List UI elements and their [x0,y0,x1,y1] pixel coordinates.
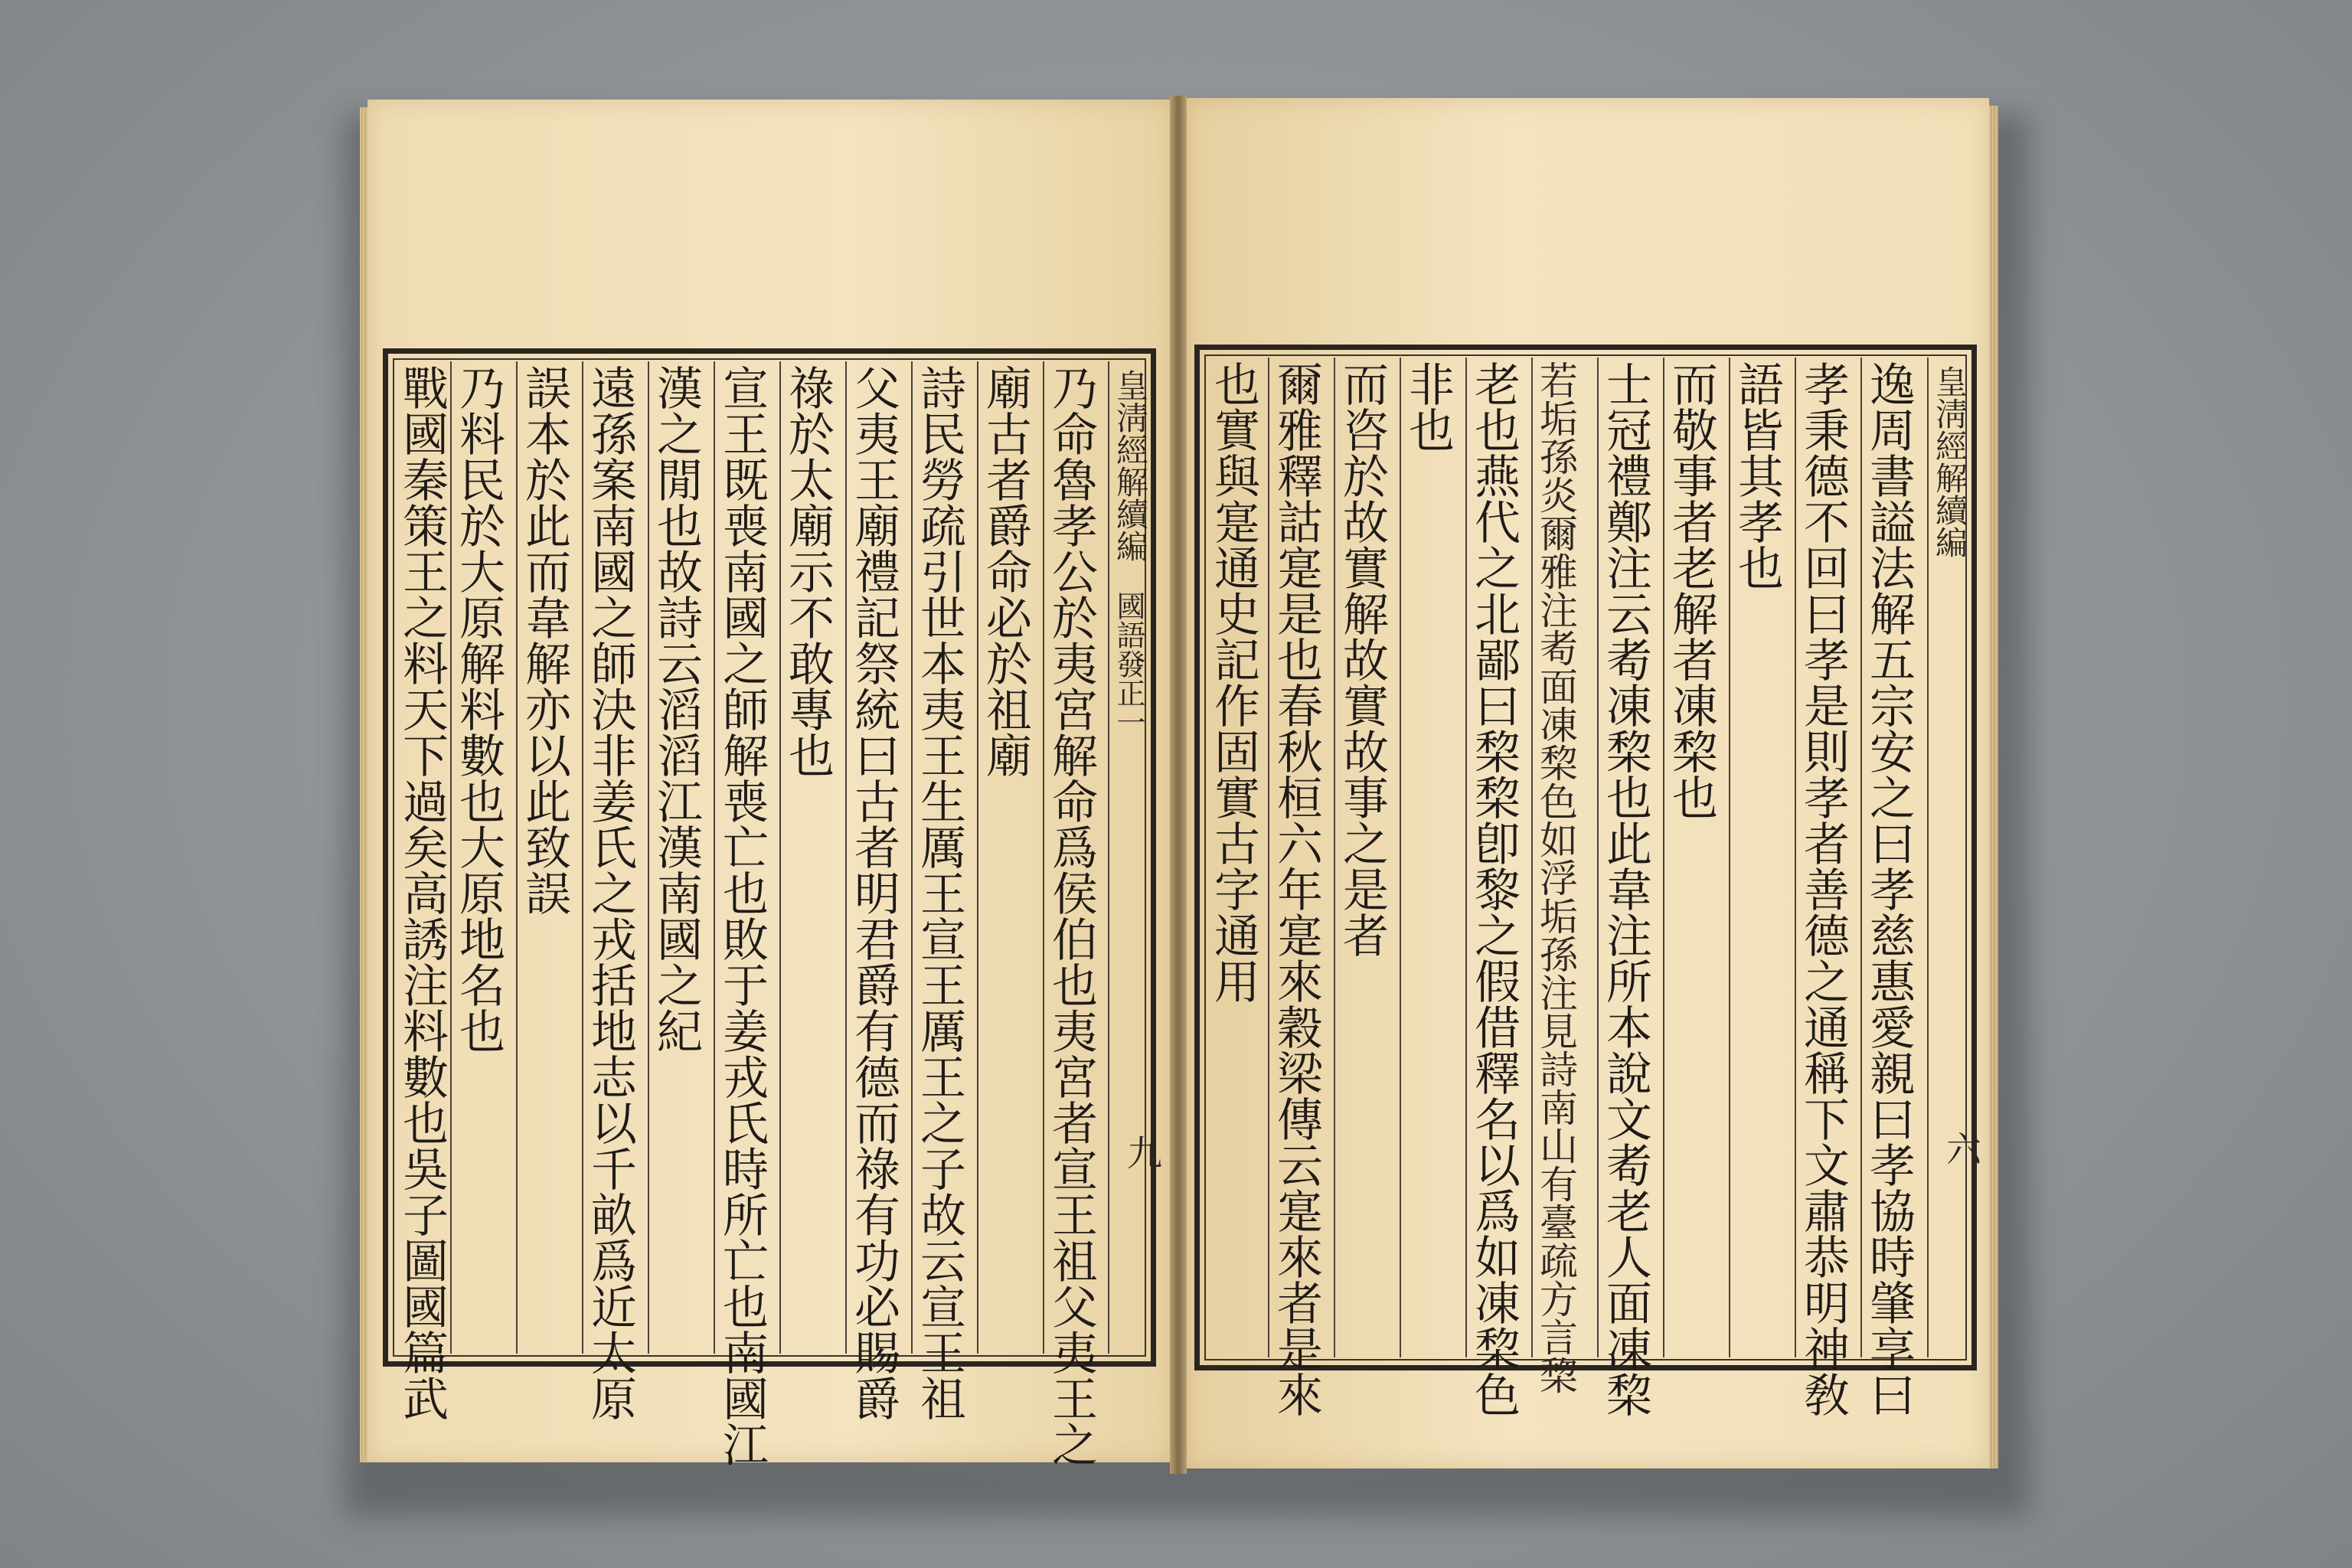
left-column-rule-6 [714,361,715,1354]
left-column-rule-5 [779,361,781,1354]
right-column-2: 孝秉德不回曰孝是則孝者善德之通稱下文肅恭明神敎 [1796,361,1850,1417]
left-column-6: 宣王既喪南國之師解喪亡也敗于姜戎氏時所亡也南國江 [715,364,769,1467]
right-text-frame [1194,345,1982,1417]
right-column-rule-3 [1729,358,1730,1357]
right-column-3: 語皆其孝也 [1730,361,1784,590]
left-margin-divider [1108,361,1109,1354]
right-column-rule-2 [1795,358,1796,1357]
left-column-5: 祿於太廟示不敢專也 [781,364,835,778]
right-column-rule-5 [1597,358,1599,1357]
right-column-rule-9 [1334,358,1335,1357]
right-column-8: 非也 [1401,361,1455,452]
right-column-rule-8 [1400,358,1401,1357]
left-column-8: 遠孫案南國之師決非姜氏之戎括地志以千畝爲近太原 [583,364,637,1421]
left-column-7: 漢之閒也故詩云滔滔江漢南國之紀 [649,364,703,1054]
right-column-4: 而敬事者老解者凍棃也 [1664,361,1718,820]
left-frame-inner [393,358,1149,1467]
right-page-number: 六 [1941,1131,1982,1166]
right-column-rule-6 [1531,358,1533,1357]
right-column-rule-7 [1465,358,1467,1357]
left-column-3: 詩民勞疏引世本夷王生厲王宣王厲王之子故云宣王祖 [913,364,966,1421]
right-margin-divider [1927,358,1929,1357]
left-column-rule-7 [648,361,649,1354]
right-column-11: 也實與寔通史記作固實古字通用 [1207,361,1260,1004]
left-column-11: 戰國秦策王之料天下過矣高誘注料數也吳子圖國篇武 [395,364,449,1421]
right-column-1: 逸周書謚法解五宗安之曰孝慈惠愛親曰孝協時肇享曰 [1862,361,1916,1417]
left-column-rule-4 [845,361,847,1354]
left-column-rule-9 [516,361,518,1354]
left-column-2: 廟古者爵命必於祖廟 [978,364,1032,778]
right-column-5: 士冠禮鄭注云耇凍棃也此韋注所本說文耇老人面凍棃 [1599,361,1652,1417]
right-column-6: 若垢孫炎爾雅注耇面凍棃色如浮垢孫注見詩南山有臺疏方言棃 [1534,361,1578,1394]
left-column-rule-3 [911,361,913,1354]
right-column-rule-4 [1663,358,1664,1357]
right-column-rule-10 [1268,358,1269,1357]
left-page-number: 九 [1122,1135,1163,1170]
left-text-frame [383,348,1163,1467]
left-column-rule-8 [582,361,583,1354]
left-column-1: 乃命魯孝公於夷宮解命爲侯伯也夷宮者宣王祖父夷王之 [1044,364,1098,1467]
right-margin-title: 皇淸經解續編 [1931,365,1968,558]
left-column-rule-10 [450,361,452,1354]
left-column-10: 乃料民於大原解料數也大原地名也 [452,364,505,1054]
right-column-10: 爾雅釋詁寔是也春秋桓六年寔來穀梁傳云寔來者是來 [1269,361,1323,1417]
right-column-rule-1 [1860,358,1862,1357]
left-column-rule-1 [1043,361,1044,1354]
left-column-4: 父夷王廟禮記祭統曰古者明君爵有德而祿有功必賜爵 [847,364,900,1421]
left-column-9: 誤本於此而韋解亦以此致誤 [518,364,571,916]
left-margin-subtitle: 國語發正一 [1112,591,1145,737]
left-column-rule-2 [977,361,978,1354]
book-spine [1170,96,1187,1474]
left-margin-title: 皇淸經解續編 [1112,369,1149,562]
right-column-7: 老也燕代之北鄙曰棃棃卽黎之假借釋名以爲如凍棃色 [1467,361,1521,1417]
right-column-9: 而咨於故實解故實故事之是者 [1335,361,1389,958]
